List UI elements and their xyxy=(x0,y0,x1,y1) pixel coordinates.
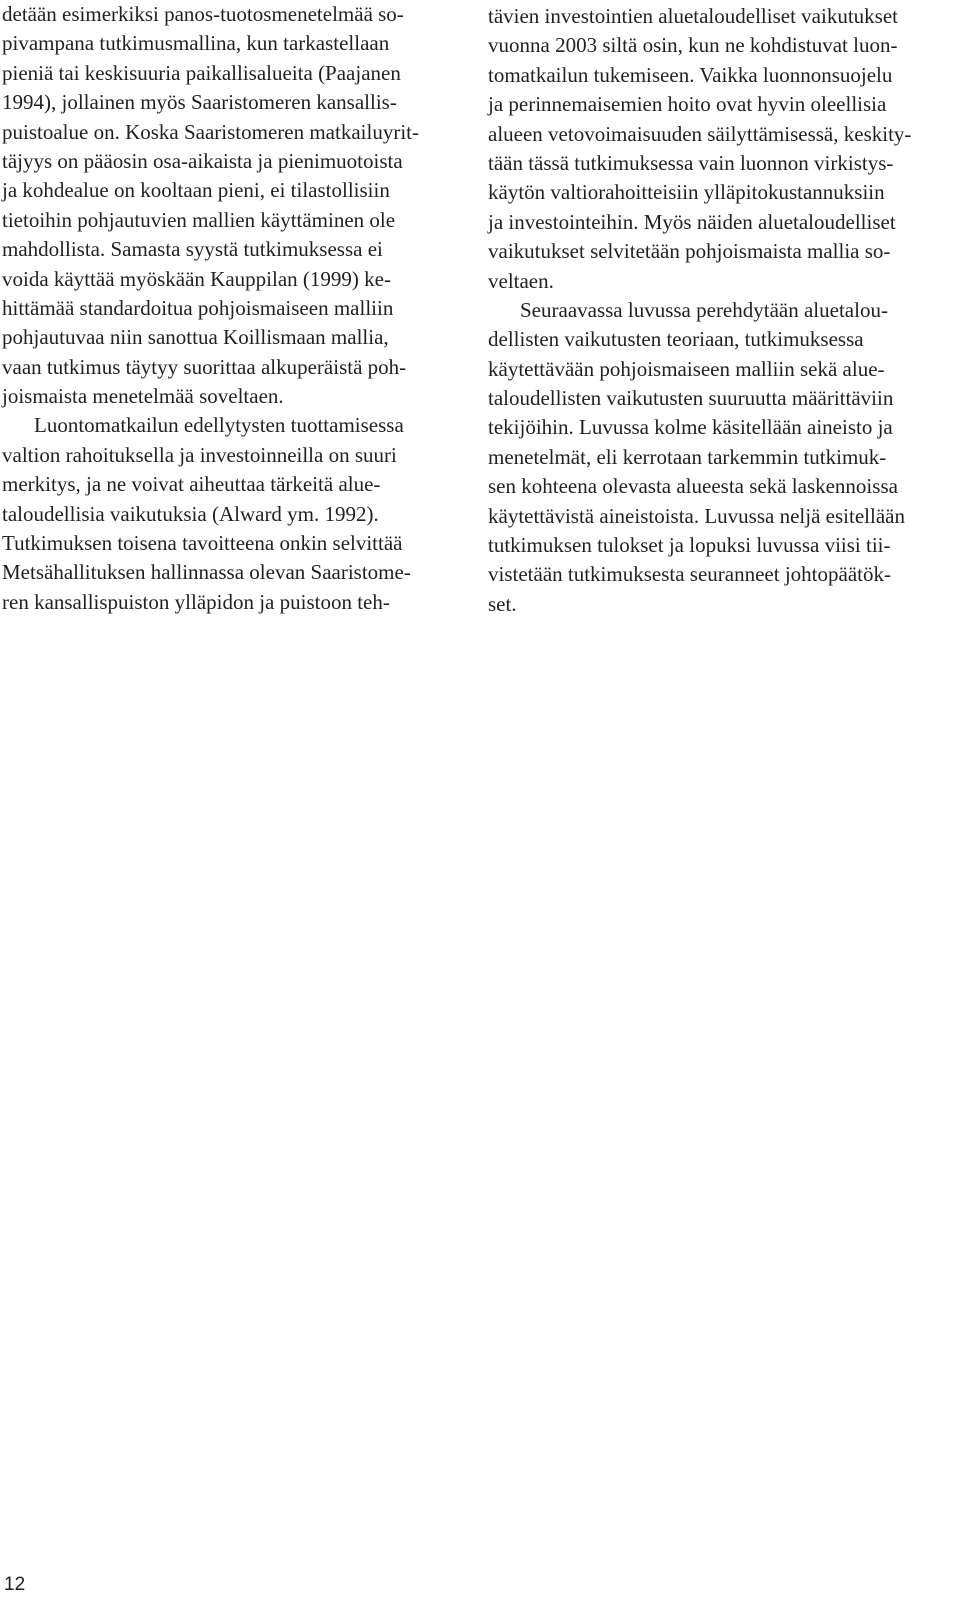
text-line: käytettävään pohjoismaiseen malliin sekä alue- xyxy=(488,356,885,381)
paragraph xyxy=(2,0,462,411)
text-line: vuonna 2003 siltä osin, kun ne kohdistuvat luon- xyxy=(488,33,898,58)
text-line: sen kohteena olevasta alueesta sekä laskennoissa xyxy=(488,474,898,499)
text-line: dellisten vaikutusten teoriaan, tutkimuksessa xyxy=(488,327,864,352)
text-line: puistoalue on. Koska Saaristomeren matkailuyrit- xyxy=(2,119,419,144)
text-line: pieniä tai keskisuuria paikallisalueita (Paajanen xyxy=(2,60,401,85)
text-line: ja perinnemaisemien hoito ovat hyvin oleellisia xyxy=(488,92,887,117)
text-line: tutkimuksen tulokset ja lopuksi luvussa viisi tii- xyxy=(488,533,891,558)
text-line: tomatkailun tukemiseen. Vaikka luonnonsuojelu xyxy=(488,62,893,87)
text-line: taloudellisia vaikutuksia (Alward ym. 1992). xyxy=(2,501,379,526)
text-line: taloudellisten vaikutusten suuruutta määrittäviin xyxy=(488,386,894,411)
text-line: tään tässä tutkimuksessa vain luonnon virkistys- xyxy=(488,150,894,175)
text-line: alueen vetovoimaisuuden säilyttämisessä, keskity- xyxy=(488,121,912,146)
text-line: detään esimerkiksi panos-tuotosmenetelmää so- xyxy=(2,2,404,26)
paragraph xyxy=(488,296,940,619)
left-text-column xyxy=(2,0,462,617)
paragraph xyxy=(2,411,462,617)
text-line: voida käyttää myöskään Kauppilan (1999) ke- xyxy=(2,266,391,291)
page-number: 12 xyxy=(4,1574,26,1595)
text-line: pohjautuvaa niin sanottua Koillismaan mallia, xyxy=(2,325,389,350)
text-line: set. xyxy=(488,591,517,616)
text-line: tietoihin pohjautuvien mallien käyttäminen ole xyxy=(2,207,396,232)
text-line: mahdollista. Samasta syystä tutkimuksessa ei xyxy=(2,237,383,262)
text-line: vaan tutkimus täytyy suorittaa alkuperäistä poh- xyxy=(2,354,407,379)
text-line: pivampana tutkimusmallina, kun tarkastellaan xyxy=(2,31,390,56)
text-line: Luontomatkailun edellytysten tuottamisessa xyxy=(34,413,404,438)
text-line: tävien investointien aluetaloudelliset vaikutukset xyxy=(488,4,898,28)
text-line: valtion rahoituksella ja investoinneilla on suuri xyxy=(2,442,397,467)
text-line: käytettävistä aineistoista. Luvussa neljä esitellään xyxy=(488,503,905,528)
text-line: merkitys, ja ne voivat aiheuttaa tärkeitä alue- xyxy=(2,472,381,497)
paragraph xyxy=(488,2,940,296)
text-line: vaikutukset selvitetään pohjoismaista mallia so- xyxy=(488,239,891,264)
text-line: veltaen. xyxy=(488,268,554,293)
text-line: täjyys on pääosin osa-aikaista ja pienimuotoista xyxy=(2,148,403,173)
text-line: ren kansallispuiston ylläpidon ja puistoon teh- xyxy=(2,589,390,614)
text-line: tekijöihin. Luvussa kolme käsitellään aineisto ja xyxy=(488,415,893,440)
text-line: menetelmät, eli kerrotaan tarkemmin tutkimuk- xyxy=(488,444,887,469)
text-line: Metsähallituksen hallinnassa olevan Saaristome- xyxy=(2,560,411,585)
text-line: vistetään tutkimuksesta seuranneet johtopäätök- xyxy=(488,562,891,587)
text-line: joismaista menetelmää soveltaen. xyxy=(2,384,284,409)
right-text-column xyxy=(488,2,940,619)
text-line: ja investointeihin. Myös näiden aluetaloudelliset xyxy=(488,209,896,234)
text-line: hittämää standardoitua pohjoismaiseen malliin xyxy=(2,295,394,320)
text-line: 1994), jollainen myös Saaristomeren kansallis- xyxy=(2,90,397,115)
text-line: Seuraavassa luvussa perehdytään aluetalou- xyxy=(520,297,888,322)
text-line: Tutkimuksen toisena tavoitteena onkin selvittää xyxy=(2,531,403,556)
text-line: käytön valtiorahoitteisiin ylläpitokustannuksiin xyxy=(488,180,885,205)
text-line: ja kohdealue on kooltaan pieni, ei tilastollisiin xyxy=(2,178,390,203)
